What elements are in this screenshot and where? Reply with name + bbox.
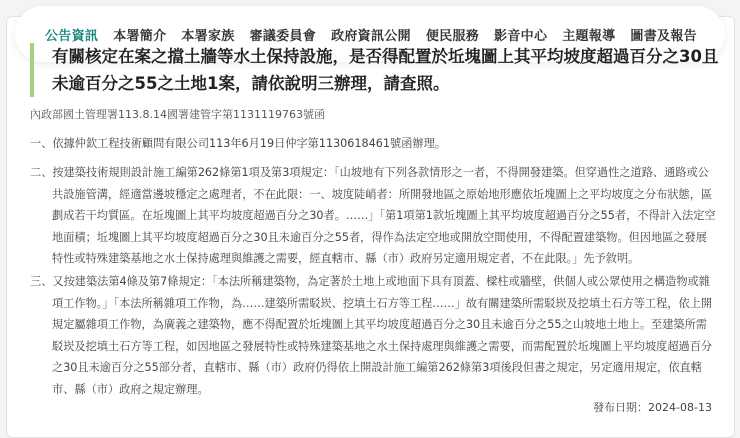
nav-family[interactable]: 本署家族 — [181, 28, 235, 44]
document-reference: 內政部國土管理署113.8.14國署建管字第1131119763號函 — [30, 108, 325, 121]
nav-topics[interactable]: 主題報導 — [562, 28, 616, 44]
article-title: 有關核定在案之擋土牆等水土保持設施，是否得配置於坵塊圖上其平均坡度超過百分之30且未逾百分之55之土地1案，請依說明三辦理，請查照。 — [30, 43, 720, 97]
publish-date: 發布日期：2024-08-13 — [593, 401, 712, 414]
nav-media[interactable]: 影音中心 — [494, 28, 548, 44]
nav-review-committee[interactable]: 審議委員會 — [249, 28, 317, 44]
nav-services[interactable]: 便民服務 — [425, 28, 480, 44]
nav-about[interactable]: 本署簡介 — [113, 28, 167, 44]
nav-announcements[interactable]: 公告資訊 — [45, 28, 99, 44]
paragraph-3: 三、又按建築法第4條及第7條規定：「本法所稱建築物，為定著於土地上或地面下具有頂蓋、樑柱或牆壁，供個人或公眾使用之構造物或雜項工作物。」「本法所稱雜項工作物，為……建築所需駁崁、挖填土石方等工程……」故有關建築所需駁崁及挖填土石方等工程，依上開規定屬雜項工作物，為廣義之建築物，應不得配置於坵塊圖上其平均坡度超過百分之30且未逾百分之55之山坡地土地上。至建築所需駁崁及挖填土石方等工程，如因地區之發展特性或特殊建築基地之水土保持處理與維護之需要，而需配置於坵塊圖上平均坡度超過百分之30且未逾百分之55部分者，直轄市、縣（市）政府仍得依上開設計施工編第262條第3項後段但書之規定，另定適用規定，依直轄市、縣（市）政府之規定辦理。 — [30, 275, 713, 396]
nav-library[interactable]: 圖書及報告 — [630, 28, 697, 44]
paragraph-2: 二、按建築技術規則設計施工編第262條第1項及第3項規定：「山坡地有下列各款情形之一者，不得開發建築。但穿過性之道路、通路或公共設施管溝，經適當邊坡穩定之處理者，不在此限：一、坡度陡峭者：所開發地區之原始地形應依坵塊圖上之平均坡度之分布狀態，區劃成若干均質區。在坵塊圖上其平均坡度超過百分之30者。……」「第1項第1款坵塊圖上其平均坡度超過百分之55者，不得計入法定空地面積；坵塊圖上其平均坡度超過百分之30且未逾百分之55者，得作為法定空地或開放空間使用，不得配置建築物。但因地區之發展特性或特殊建築基地之水土保持處理與維護之需要，經直轄市、縣（市）政府另定適用規定者，不在此限。」先予敘明。 — [30, 166, 716, 266]
paragraph-1: 一、依據仲欽工程技術顧問有限公司113年6月19日仲字第1130618461號函辦理。 — [30, 137, 446, 150]
nav-gov-info[interactable]: 政府資訊公開 — [331, 28, 411, 44]
